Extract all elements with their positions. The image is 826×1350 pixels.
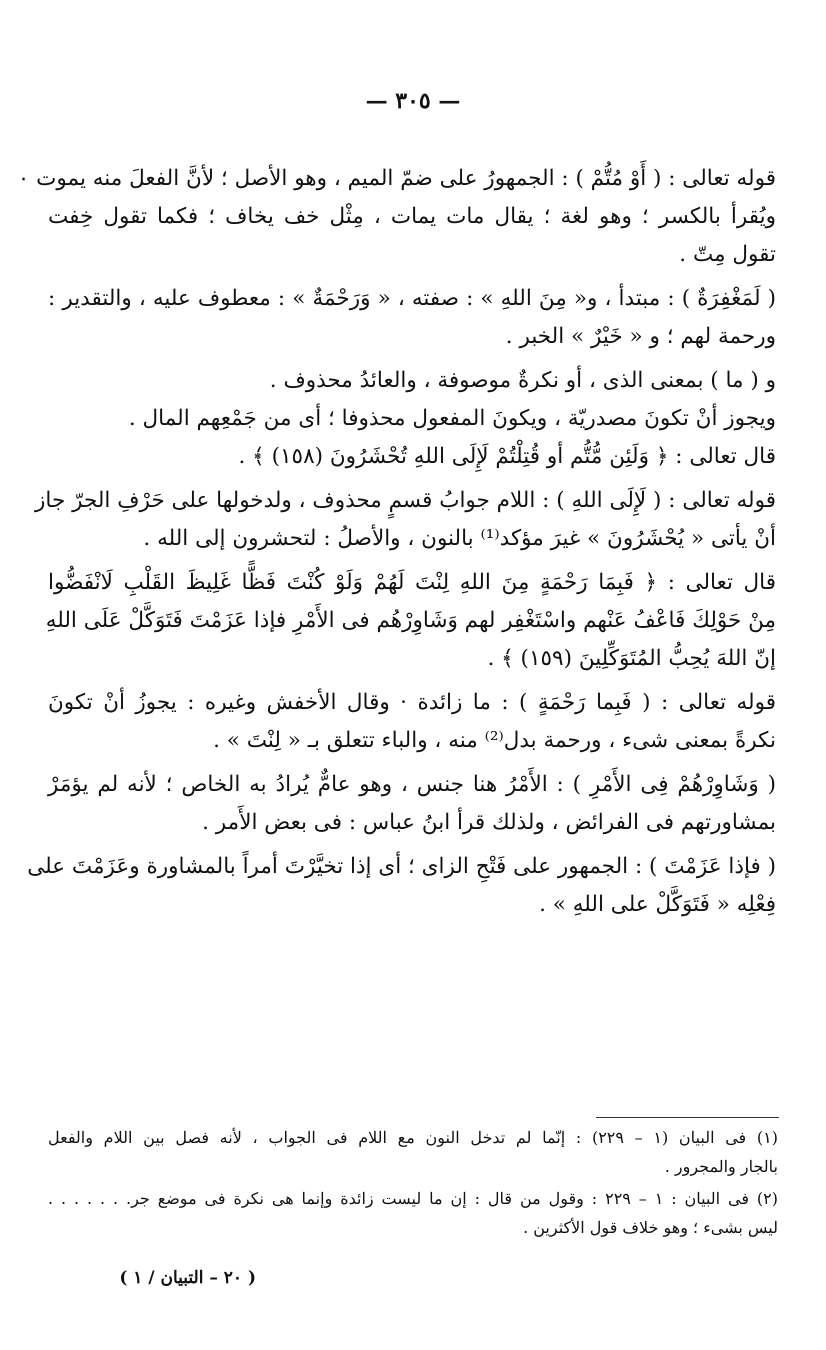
- footnote-line: (١) فى البيان (١ – ٢٢٩) : إنّما لم تدخل النون مع اللام فى الجواب ، لأنه فصل بين اللام والفعل: [48, 1128, 778, 1147]
- text-line: ويجوز أنْ تكونَ مصدريّة ، ويكونَ المفعول محذوفا ؛ أى من جَمْعِهم المال .: [128, 406, 776, 431]
- footnote-line: ليس بشىء ؛ وهو خلاف قول الأكثرين .: [523, 1218, 778, 1237]
- text-line: تقول مِتّ .: [679, 242, 776, 267]
- text-line: بمشاورتهم فى الفرائض ، ولذلك قرأ ابنُ عباس : فى بعض الأَمر .: [202, 810, 776, 835]
- text-line: قوله تعالى : ( أَوْ مُتُّمْ ) : الجمهورُ على ضمّ الميم ، وهو الأصل ؛ لأنَّ الفعلَ منه يموت ٠: [17, 166, 776, 191]
- footnotes: [48, 1123, 778, 1242]
- text-line: ويُقرأ بالكسر ؛ وهو لغة ؛ يقال مات يمات ، مِثْل خف يخاف ؛ فكما تقول خِفت: [48, 204, 776, 229]
- main-text: [17, 160, 776, 924]
- text-line: مِنْ حَوْلِكَ فَاعْفُ عَنْهم واسْتَغْفِر لهم وَشَاوِرْهُم فى الأَمْرِ فإذا عَزَمْتَ فَتَوَكَّلْ عَلَى اللهِ: [45, 608, 776, 633]
- text-line: ( فإذا عَزَمْتَ ) : الجمهور على فَتْحِ الزاى ؛ أى إذا تخيَّرْتَ أمراً بالمشاورة وعَزَمْتَ على: [27, 854, 776, 879]
- text-line: ( لَمَغْفِرَةٌ ) : مبتدأ ، و« مِنَ اللهِ » : صفته ، « وَرَحْمَةٌ » : معطوف عليه ، والتقدير :: [48, 286, 776, 311]
- signature-mark: ( ٢٠ – التبيان / ١ ): [119, 1268, 256, 1288]
- text-line: قوله تعالى : ( لَإِلَى اللهِ ) : اللام جوابُ قسمٍ محذوف ، ولدخولها على حَرْفِ الجرّ جاز: [35, 488, 776, 513]
- text-line: ( وَشَاوِرْهُمْ فِى الأَمْرِ ) : الأَمْرُ هنا جنس ، وهو عامٌّ يُرادُ به الخاص ؛ لأنه لم يؤمَرْ: [48, 772, 776, 797]
- text-line: قوله تعالى : ( فَبِما رَحْمَةٍ ) : ما زائدة · وقال الأخفش وغيره : يجوزُ أنْ تكونَ: [48, 690, 776, 715]
- text-line: إنّ اللهَ يُحِبُّ المُتَوَكِّلِينَ (١٥٩) ﴾ .: [487, 646, 776, 671]
- footnote-separator: [596, 1117, 779, 1118]
- text-line: ورحمة لهم ؛ و « خَيْرٌ » الخبر .: [505, 324, 776, 349]
- text-line: أنْ يأتى « يُحْشَرُونَ » غيرَ مؤكد⁽¹⁾ بالنون ، والأصلُ : لتحشرون إلى الله .: [143, 526, 776, 551]
- text-line: نكرةً بمعنى شىء ، ورحمة بدل⁽²⁾ منه ، والباء تتعلق بـ « لِنْتَ » .: [213, 728, 776, 753]
- text-line: قال تعالى : ﴿ وَلَئِن مُّتُّم أو قُتِلْتُمْ لَإِلَى اللهِ تُحْشَرُونَ (١٥٨) ﴾ .: [238, 444, 776, 469]
- page-number-header: — ٣٠٥ —: [365, 88, 461, 114]
- footnote-line: (٢) فى البيان : ١ – ٢٢٩ : وقول من قال : إن ما ليست زائدة وإنما هى نكرة فى موضع جر. . . . . . .: [48, 1189, 779, 1208]
- text-line: و ( ما ) بمعنى الذى ، أو نكرةٌ موصوفة ، والعائدُ محذوف .: [269, 368, 776, 393]
- text-line: فِعْلِه « فَتَوَكَّلْ على اللهِ » .: [539, 892, 776, 917]
- footnote-line: بالجار والمجرور .: [664, 1157, 778, 1176]
- text-line: قال تعالى : ﴿ فَبِمَا رَحْمَةٍ مِنَ اللهِ لِنْتَ لَهُمْ وَلَوْ كُنْتَ فَظًّا غَلِيظَ القَلْبِ لَانْفَضُّوا: [48, 570, 776, 595]
